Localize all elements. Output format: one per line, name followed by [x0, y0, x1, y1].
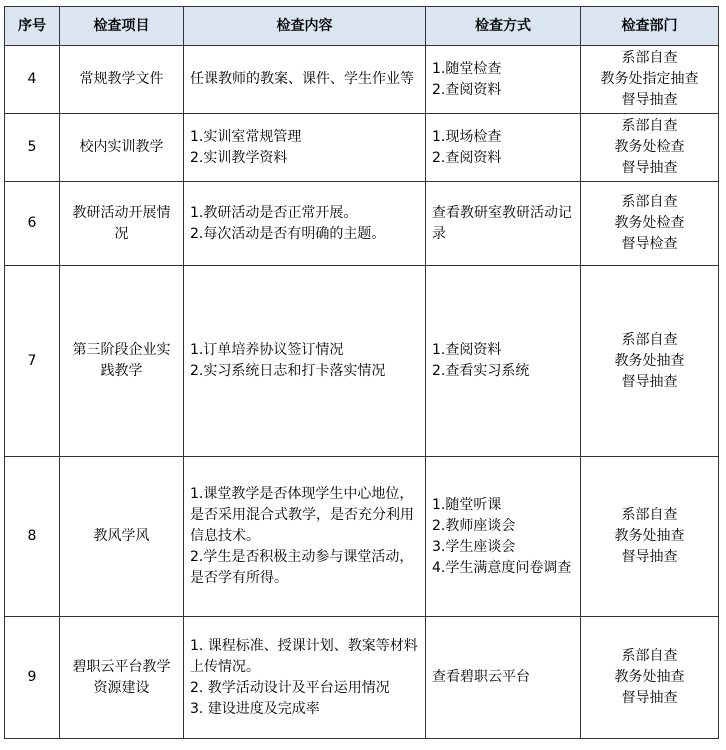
- content-line: 1. 课程标准、授课计划、教案等材料上传情况。: [190, 637, 418, 675]
- table-row: [5, 457, 719, 617]
- row-content: [184, 266, 426, 457]
- dept-line: 教务处指定抽查: [600, 71, 699, 87]
- inspection-table: [4, 6, 719, 739]
- dept-line: 系部自查: [621, 331, 678, 348]
- dept-line: 督导抽查: [621, 160, 678, 176]
- method-line: 1.现场检查: [432, 128, 502, 145]
- header-method: 检查方式: [426, 7, 581, 46]
- table-row: [5, 46, 719, 114]
- row-content: [184, 617, 426, 739]
- row-item: 碧职云平台教学资源建设: [60, 617, 184, 739]
- content-line: 1.教研活动是否正常开展。: [190, 204, 358, 221]
- header-dept: 检查部门: [581, 7, 719, 46]
- content-line: 任课教师的教案、课件、学生作业等: [190, 71, 414, 87]
- method-line: 2.查阅资料: [432, 149, 502, 166]
- row-dept: [581, 114, 719, 182]
- row-number: 7: [5, 266, 60, 457]
- row-dept: [581, 617, 719, 739]
- method-line: 4.学生满意度问卷调查: [432, 559, 572, 576]
- row-number: 6: [5, 182, 60, 266]
- table-row: [5, 114, 719, 182]
- method-line: 1.查阅资料: [432, 342, 502, 358]
- row-content: [184, 182, 426, 266]
- row-method: [426, 266, 581, 457]
- dept-line: 督导抽查: [621, 690, 678, 706]
- dept-line: 督导抽查: [621, 549, 678, 565]
- dept-line: 教务处抽查: [614, 352, 685, 369]
- row-method: [426, 114, 581, 182]
- row-number: 5: [5, 114, 60, 182]
- row-item: 常规教学文件: [60, 46, 184, 114]
- row-content: [184, 46, 426, 114]
- dept-line: 督导抽查: [621, 92, 678, 108]
- row-method: [426, 182, 581, 266]
- content-line: 1.课堂教学是否体现学生中心地位，是否采用混合式教学，是否充分利用信息技术。: [190, 486, 414, 544]
- row-dept: [581, 46, 719, 114]
- method-line: 2.查阅资料: [432, 81, 502, 98]
- dept-line: 系部自查: [621, 507, 678, 523]
- content-line: 1.订单培养协议签订情况: [190, 342, 344, 358]
- table-row: [5, 182, 719, 266]
- row-dept: [581, 266, 719, 457]
- method-line: 3.学生座谈会: [432, 538, 516, 555]
- method-line: 1.随堂听课: [432, 496, 502, 513]
- row-item: 校内实训教学: [60, 114, 184, 182]
- content-line: 2.每次活动是否有明确的主题。: [190, 225, 386, 242]
- header-content: 检查内容: [184, 7, 426, 46]
- dept-line: 教务处检查: [614, 139, 685, 155]
- row-method: [426, 457, 581, 617]
- row-item: 第三阶段企业实践教学: [60, 266, 184, 457]
- dept-line: 系部自查: [621, 50, 678, 66]
- method-line: 1.随堂检查: [432, 60, 502, 77]
- method-line: 查看碧职云平台: [432, 669, 530, 685]
- dept-line: 督导抽查: [621, 373, 678, 390]
- dept-line: 教务处检查: [614, 215, 685, 231]
- content-line: 2.学生是否积极主动参与课堂活动，是否学有所得。: [190, 549, 414, 586]
- dept-line: 系部自查: [621, 648, 678, 664]
- table-row: [5, 617, 719, 739]
- dept-line: 系部自查: [621, 118, 678, 134]
- content-line: 2.实训教学资料: [190, 149, 288, 166]
- content-line: 1.实训室常规管理: [190, 128, 302, 145]
- row-item: 教风学风: [60, 457, 184, 617]
- content-line: 2. 教学活动设计及平台运用情况: [190, 679, 390, 696]
- header-no: 序号: [5, 7, 60, 46]
- dept-line: 系部自查: [621, 194, 678, 210]
- row-dept: [581, 182, 719, 266]
- row-number: 4: [5, 46, 60, 114]
- table-row: [5, 266, 719, 457]
- header-item: 检查项目: [60, 7, 184, 46]
- row-method: [426, 46, 581, 114]
- dept-line: 教务处抽查: [614, 669, 685, 685]
- row-method: [426, 617, 581, 739]
- dept-line: 教务处抽查: [614, 528, 685, 544]
- row-number: 8: [5, 457, 60, 617]
- header-row: [5, 7, 719, 46]
- method-line: 2.查看实习系统: [432, 363, 530, 379]
- dept-line: 督导检查: [621, 236, 678, 252]
- method-line: 2.教师座谈会: [432, 517, 516, 534]
- content-line: 2.实习系统日志和打卡落实情况: [190, 363, 386, 379]
- row-content: [184, 114, 426, 182]
- row-dept: [581, 457, 719, 617]
- row-content: [184, 457, 426, 617]
- content-line: 3. 建设进度及完成率: [190, 700, 320, 717]
- method-line: 查看教研室教研活动记录: [432, 204, 572, 242]
- row-number: 9: [5, 617, 60, 739]
- row-item: 教研活动开展情况: [60, 182, 184, 266]
